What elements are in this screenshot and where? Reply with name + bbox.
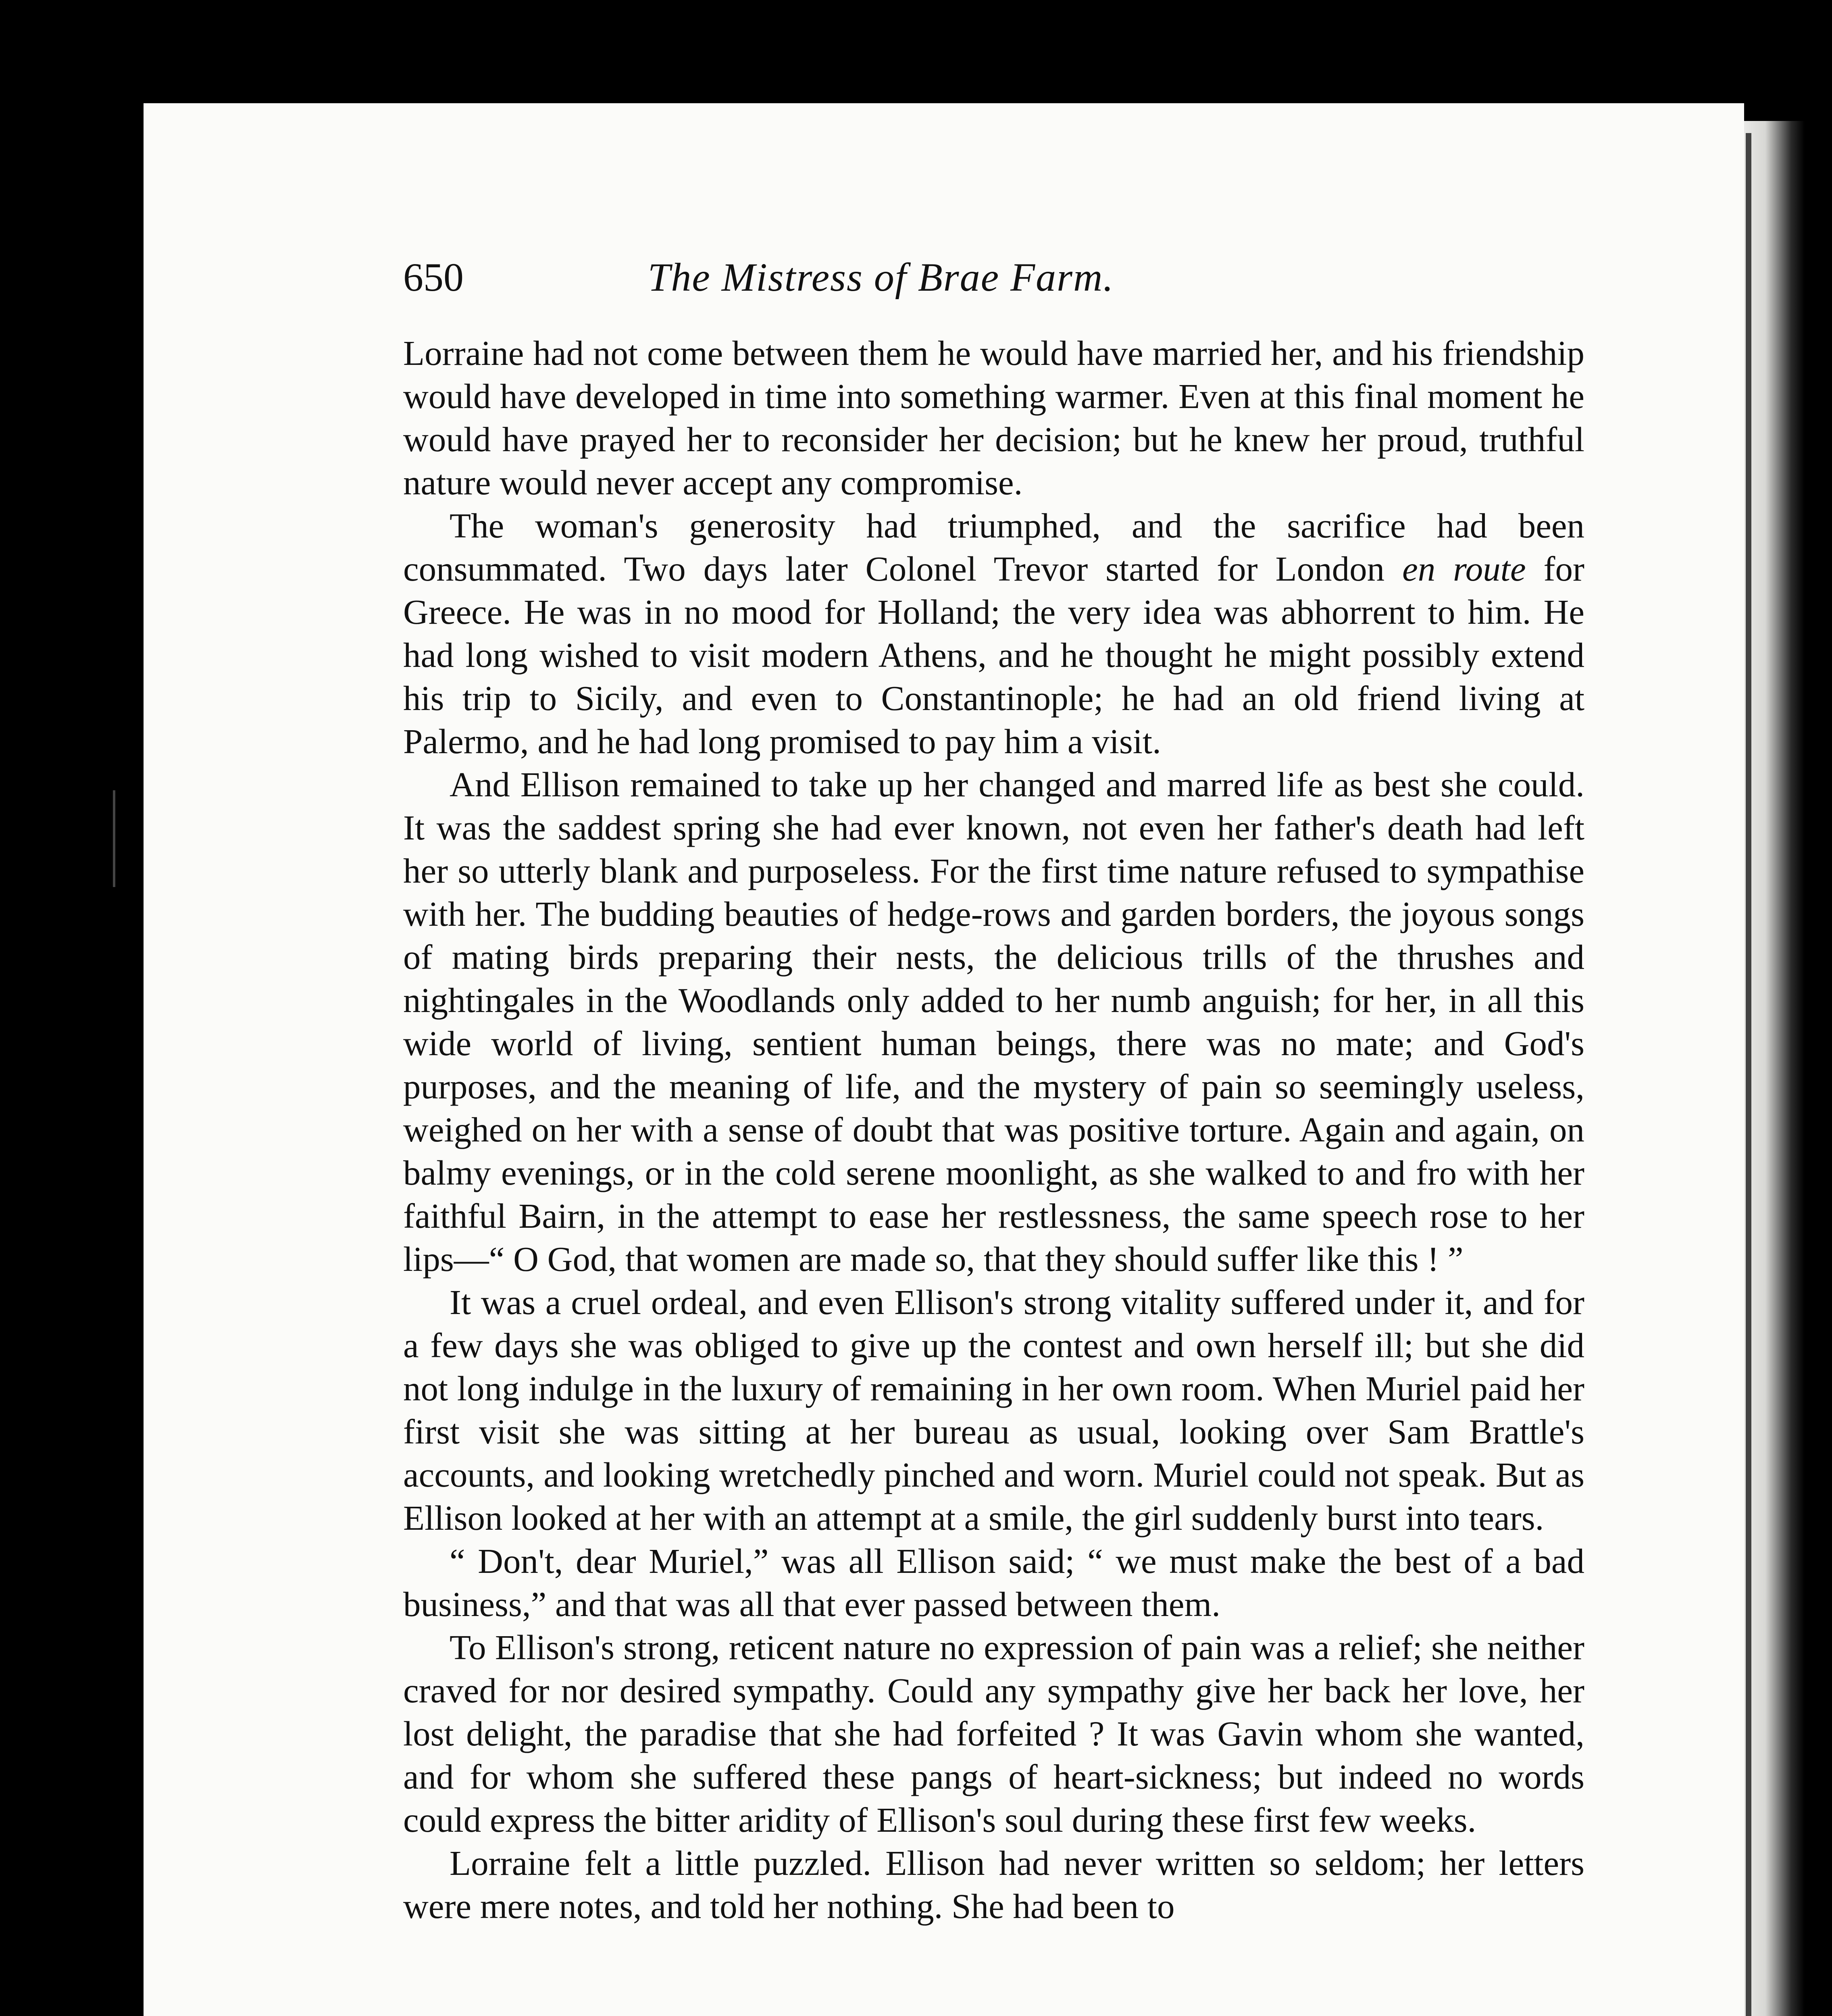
running-title: The Mistress of Brae Farm. (647, 255, 1114, 300)
gutter-line (1746, 133, 1751, 2016)
spine-shadow (1744, 121, 1805, 2016)
paragraph-3: And Ellison remained to take up her changed and marred life as best she could. It was the saddest spring she had ever known, not even her father's death had left her so utterly blank and purposeless. For the first time nature refused to sympathise with her. The budding beauties of hedge-rows and garden borders, the joyous songs of mating birds preparing their nests, the delicious trills of the thrushes and nightingales in the Woodlands only added to her numb anguish; for her, in all this wide world of living, sentient human beings, there was no mate; and God's purposes, and the meaning of life, and the mystery of pain so seemingly useless, weighed on her with a sense of doubt that was positive torture. Again and again, on balmy evenings, or in the cold serene moonlight, as she walked to and fro with her faithful Bairn, in the attempt to ease her restlessness, the same speech rose to her lips—“ O God, that women are made so, that they should suffer like this ! ” (403, 765, 1584, 1279)
running-header (403, 254, 1270, 314)
paragraph-5: “ Don't, dear Muriel,” was all Ellison said; “ we must make the best of a bad business,” and that was all that ever passed between them. (403, 1541, 1584, 1624)
margin-mark (113, 790, 115, 887)
paragraph-1: Lorraine had not come between them he would have married her, and his friendship would have developed in time into something warmer. Even at this final moment he would have prayed her to reconsider her decision; but he knew her proud, truthful nature would never accept any compromise. (403, 333, 1584, 502)
paragraph-7: Lorraine felt a little puzzled. Ellison had never written so seldom; her letters were mere notes, and told her nothing. She had been to (403, 1843, 1584, 1926)
italic-phrase: en route (1402, 549, 1526, 588)
paragraph-6: To Ellison's strong, reticent nature no expression of pain was a relief; she neither craved for nor desired sympathy. Could any sympathy give her back her love, her lost delight, the paradise that she had forfeited ? It was Gavin whom she wanted, and for whom she suffered these pangs of heart-sickness; but indeed no words could express the bitter aridity of Ellison's soul during these first few weeks. (403, 1628, 1584, 1839)
page-number: 650 (403, 255, 464, 300)
paragraph-4: It was a cruel ordeal, and even Ellison's strong vitality suffered under it, and for a few days she was obliged to give up the contest and own herself ill; but she did not long indulge in the luxury of remaining in her own room. When Muriel paid her first visit she was sitting at her bureau as usual, looking over Sam Brattle's accounts, and looking wretchedly pinched and worn. Muriel could not speak. But as Ellison looked at her with an attempt at a smile, the girl suddenly burst into tears. (403, 1283, 1584, 1537)
paragraph-2: The woman's generosity had triumphed, and the sacrifice had been consummated. Two days later Colonel Trevor started for London en route for Greece. He was in no mood for Holland; the very idea was abhorrent to him. He had long wished to visit modern Athens, and he thought he might possibly extend his trip to Sicily, and even to Constantinople; he had an old friend living at Palermo, and he had long promised to pay him a visit. (403, 506, 1584, 761)
body-text (403, 331, 1584, 2016)
